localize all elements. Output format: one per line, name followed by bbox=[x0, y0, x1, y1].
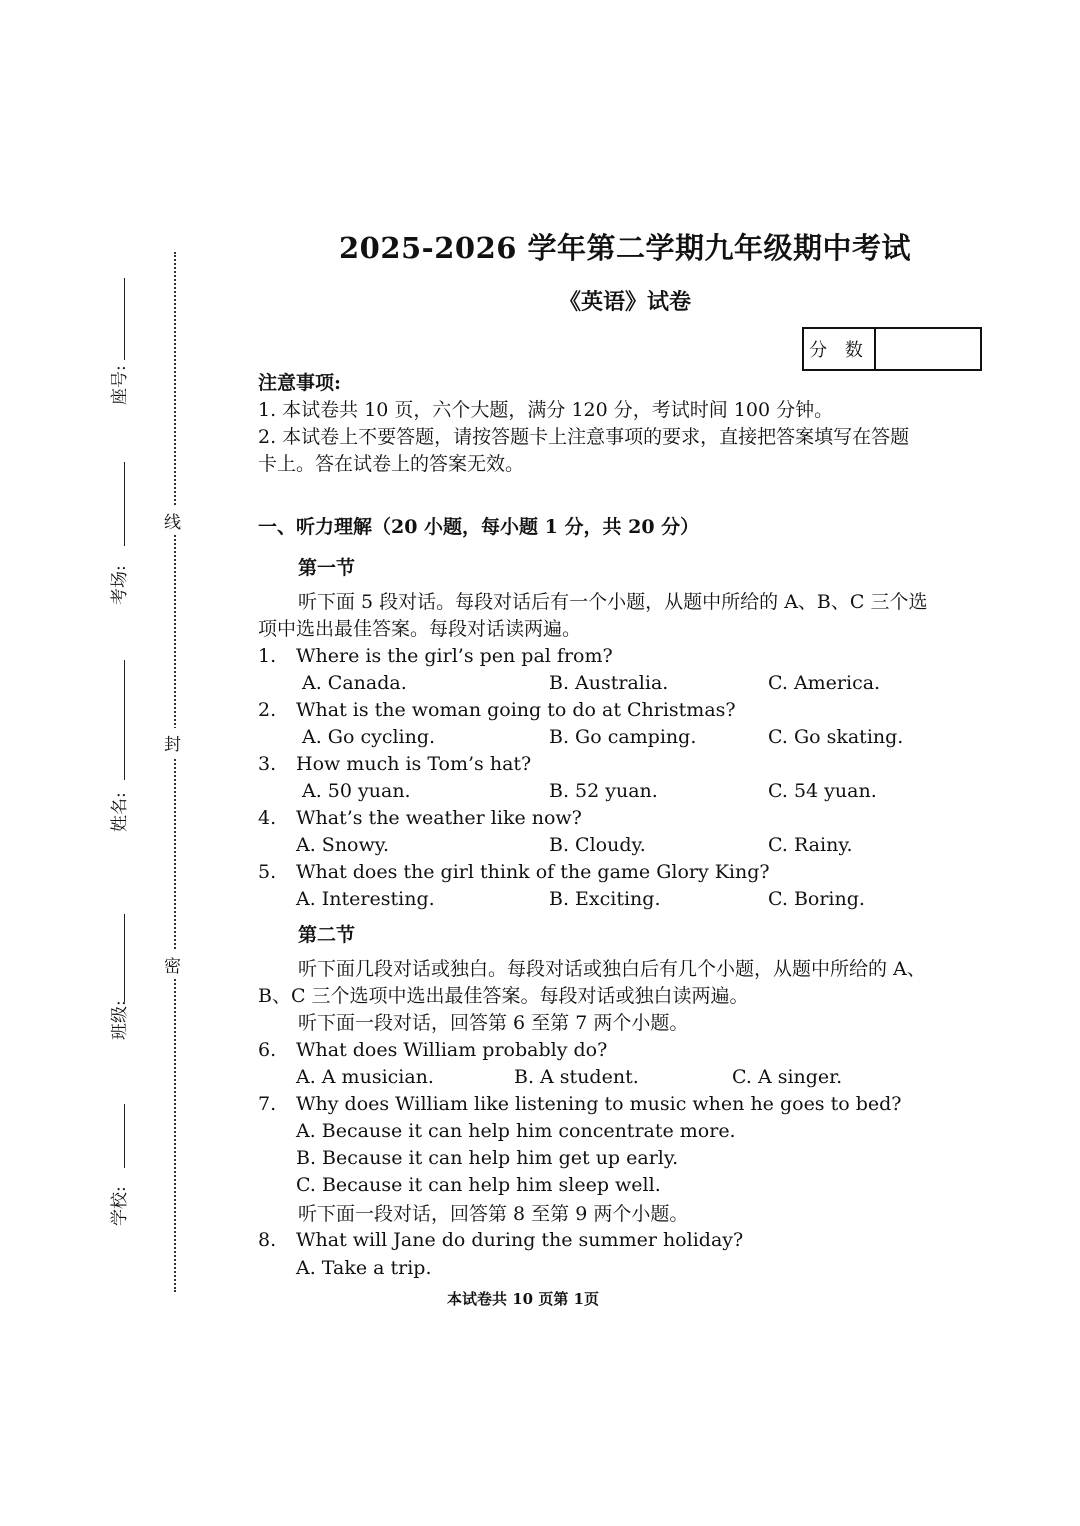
option-b: B. Because it can help him get up early. bbox=[296, 1147, 679, 1169]
score-label: 分 数 bbox=[804, 329, 876, 369]
part1-instruction-2: 项中选出最佳答案。每段对话读两遍。 bbox=[258, 618, 582, 640]
seat-number-label: 座号: bbox=[110, 365, 130, 405]
question-text: What is the woman going to do at Christmas? bbox=[296, 699, 736, 721]
option-c: C. Rainy. bbox=[768, 834, 853, 856]
class-rule[interactable] bbox=[124, 914, 125, 1002]
binding-dotted-line bbox=[174, 252, 176, 1292]
question-text: Where is the girl’s pen pal from? bbox=[296, 645, 613, 667]
option-a: A. 50 yuan. bbox=[302, 780, 411, 802]
option-b: B. A student. bbox=[514, 1066, 639, 1088]
question-number: 8. bbox=[258, 1229, 277, 1251]
notes-heading: 注意事项: bbox=[258, 372, 342, 394]
option-a: A. Go cycling. bbox=[302, 726, 436, 748]
subinstruction-8-9: 听下面一段对话，回答第 8 至第 9 两个小题。 bbox=[298, 1203, 689, 1225]
class-label: 班级: bbox=[110, 1000, 130, 1040]
school-label: 学校: bbox=[110, 1186, 130, 1226]
question-text: What’s the weather like now? bbox=[296, 807, 582, 829]
question-number: 6. bbox=[258, 1039, 277, 1061]
part1-title: 第一节 bbox=[298, 557, 356, 579]
option-b: B. Go camping. bbox=[549, 726, 697, 748]
page-footer: 本试卷共 10 页第 1页 bbox=[447, 1290, 599, 1308]
part2-instruction-1: 听下面几段对话或独白。每段对话或独白后有几个小题，从题中所给的 A、 bbox=[298, 958, 926, 980]
option-a: A. A musician. bbox=[296, 1066, 434, 1088]
option-c: C. Because it can help him sleep well. bbox=[296, 1174, 661, 1196]
notes-line-3: 卡上。答在试卷上的答案无效。 bbox=[258, 453, 525, 475]
question-number: 3. bbox=[258, 753, 277, 775]
option-a: A. Take a trip. bbox=[296, 1257, 432, 1279]
name-rule[interactable] bbox=[124, 660, 125, 780]
question-text: What will Jane do during the summer holiday? bbox=[296, 1229, 744, 1251]
binding-mark-seal: 封 bbox=[164, 728, 181, 757]
exam-room-label: 考场: bbox=[110, 565, 130, 605]
section-heading: 一、听力理解（20 小题，每小题 1 分，共 20 分） bbox=[258, 516, 700, 538]
question-number: 1. bbox=[258, 645, 277, 667]
question-text: What does William probably do? bbox=[296, 1039, 608, 1061]
option-a: A. Snowy. bbox=[296, 834, 390, 856]
option-c: C. Boring. bbox=[768, 888, 865, 910]
name-label: 姓名: bbox=[110, 792, 130, 832]
exam-title: 2025-2026 学年第二学期九年级期中考试 bbox=[338, 231, 912, 265]
exam-room-rule[interactable] bbox=[124, 462, 125, 546]
binding-mark-secret: 密 bbox=[164, 950, 181, 979]
score-field[interactable] bbox=[876, 329, 980, 369]
option-b: B. Australia. bbox=[549, 672, 669, 694]
option-c: C. Go skating. bbox=[768, 726, 904, 748]
part1-instruction-1: 听下面 5 段对话。每段对话后有一个小题，从题中所给的 A、B、C 三个选 bbox=[298, 591, 928, 613]
option-a: A. Because it can help him concentrate more. bbox=[296, 1120, 736, 1142]
question-text: What does the girl think of the game Glory King? bbox=[296, 861, 770, 883]
option-b: B. Exciting. bbox=[549, 888, 661, 910]
option-c: C. A singer. bbox=[732, 1066, 843, 1088]
question-number: 2. bbox=[258, 699, 277, 721]
option-a: A. Canada. bbox=[302, 672, 407, 694]
notes-line-2: 2. 本试卷上不要答题，请按答题卡上注意事项的要求，直接把答案填写在答题 bbox=[258, 426, 910, 448]
part2-instruction-2: B、C 三个选项中选出最佳答案。每段对话或独白读两遍。 bbox=[258, 985, 749, 1007]
seat-number-rule[interactable] bbox=[124, 278, 125, 360]
question-number: 7. bbox=[258, 1093, 277, 1115]
question-text: Why does William like listening to music when he goes to bed? bbox=[296, 1093, 902, 1115]
question-text: How much is Tom’s hat? bbox=[296, 753, 532, 775]
option-a: A. Interesting. bbox=[296, 888, 435, 910]
question-number: 4. bbox=[258, 807, 277, 829]
option-c: C. 54 yuan. bbox=[768, 780, 877, 802]
subinstruction-6-7: 听下面一段对话，回答第 6 至第 7 两个小题。 bbox=[298, 1012, 689, 1034]
notes-line-1: 1. 本试卷共 10 页，六个大题，满分 120 分，考试时间 100 分钟。 bbox=[258, 399, 834, 421]
exam-subtitle: 《英语》试卷 bbox=[558, 289, 691, 315]
binding-mark-line: 线 bbox=[164, 506, 181, 535]
option-b: B. 52 yuan. bbox=[549, 780, 658, 802]
school-rule[interactable] bbox=[124, 1104, 125, 1168]
option-c: C. America. bbox=[768, 672, 881, 694]
score-box bbox=[802, 327, 982, 371]
question-number: 5. bbox=[258, 861, 277, 883]
option-b: B. Cloudy. bbox=[549, 834, 646, 856]
part2-title: 第二节 bbox=[298, 924, 356, 946]
